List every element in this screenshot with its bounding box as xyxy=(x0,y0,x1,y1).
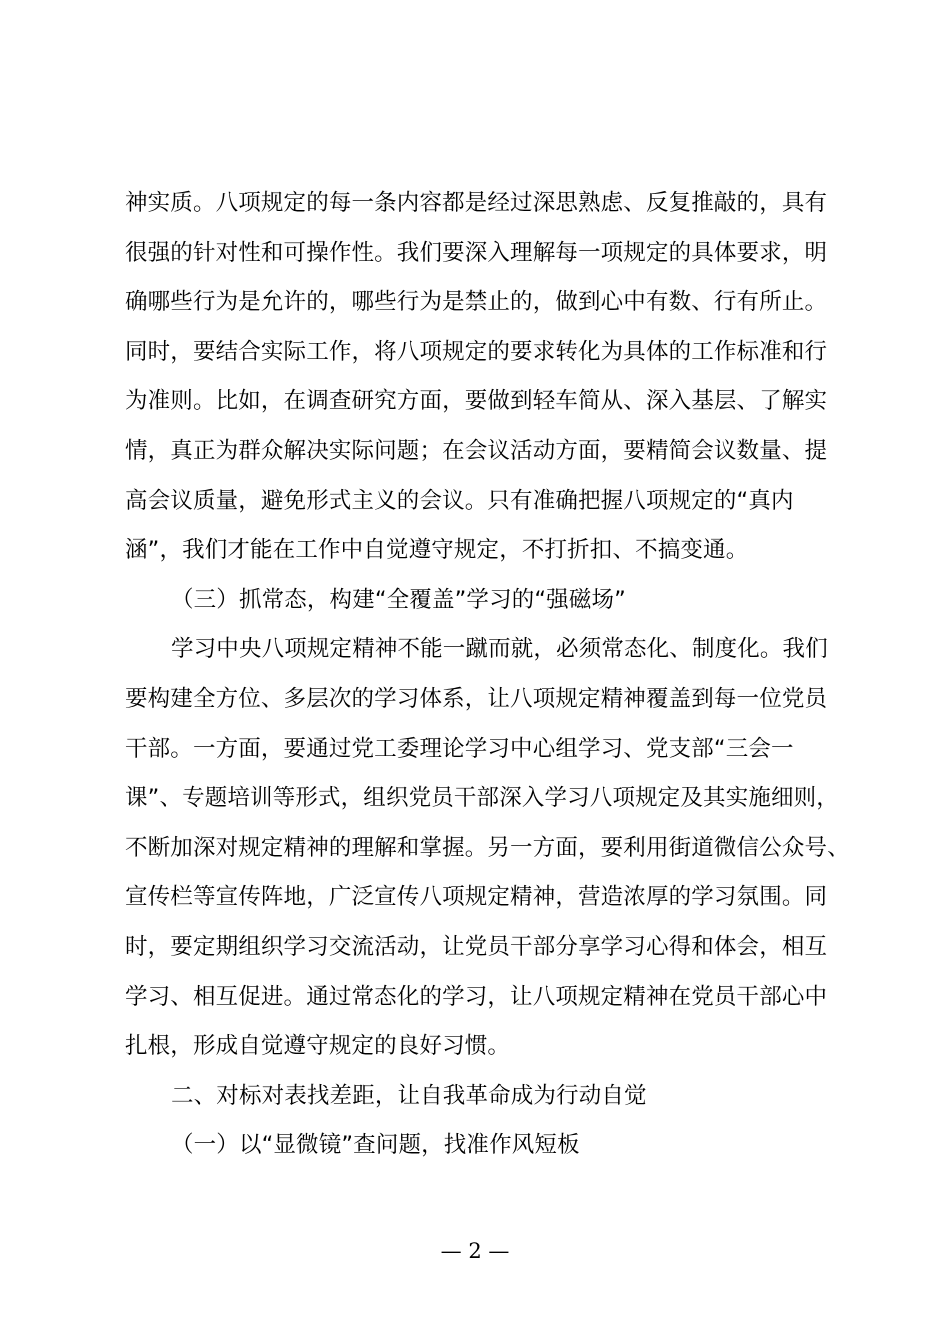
chapter-heading: 二、对标对表找差距，让自我革命成为行动自觉 xyxy=(171,1082,647,1109)
paragraph-line: 确哪些行为是允许的，哪些行为是禁止的，做到心中有数、行有所止。 xyxy=(125,289,828,316)
paragraph-line: 涵”，我们才能在工作中自觉遵守规定，不打折扣、不搞变通。 xyxy=(125,537,749,564)
paragraph-line: 神实质。八项规定的每一条内容都是经过深思熟虑、反复推敲的，具有 xyxy=(125,190,828,216)
paragraph-line: 很强的针对性和可操作性。我们要深入理解每一项规定的具体要求，明 xyxy=(125,239,828,266)
section-heading: （一）以“显微镜”查问题，找准作风短板 xyxy=(171,1132,580,1159)
paragraph-line: 课”、专题培训等形式，组织党员干部深入学习八项规定及其实施细则， xyxy=(125,785,839,812)
paragraph-line: 学习中央八项规定精神不能一蹴而就，必须常态化、制度化。我们 xyxy=(171,636,828,663)
paragraph-line: 干部。一方面，要通过党工委理论学习中心组学习、党支部“三会一 xyxy=(125,735,794,762)
paragraph-line: 扎根，形成自觉遵守规定的良好习惯。 xyxy=(125,1033,511,1060)
page-number: — 2 — xyxy=(440,1239,510,1263)
body-text xyxy=(125,179,850,1171)
paragraph-line: 不断加深对规定精神的理解和掌握。另一方面，要利用街道微信公众号、 xyxy=(125,834,850,861)
paragraph-line: 为准则。比如，在调查研究方面，要做到轻车简从、深入基层、了解实 xyxy=(125,388,828,415)
section-heading: （三）抓常态，构建“全覆盖”学习的“强磁场” xyxy=(171,586,626,613)
paragraph-line: 同时，要结合实际工作，将八项规定的要求转化为具体的工作标准和行 xyxy=(125,338,828,365)
paragraph-line: 时，要定期组织学习交流活动，让党员干部分享学习心得和体会，相互 xyxy=(125,933,828,960)
paragraph-line: 学习、相互促进。通过常态化的学习，让八项规定精神在党员干部心中 xyxy=(125,983,828,1010)
paragraph-line: 宣传栏等宣传阵地，广泛宣传八项规定精神，营造浓厚的学习氛围。同 xyxy=(125,884,828,911)
paragraph-line: 要构建全方位、多层次的学习体系，让八项规定精神覆盖到每一位党员 xyxy=(125,685,828,712)
paragraph-line: 情，真正为群众解决实际问题；在会议活动方面，要精简会议数量、提 xyxy=(125,437,828,464)
paragraph-line: 高会议质量，避免形式主义的会议。只有准确把握八项规定的“真内 xyxy=(125,487,794,514)
